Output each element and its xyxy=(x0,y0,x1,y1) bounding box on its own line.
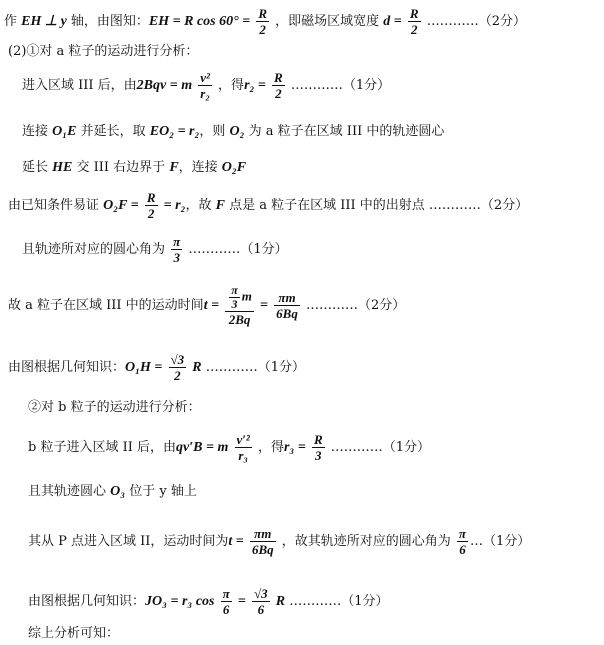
dots: ………… xyxy=(289,594,342,609)
numerator xyxy=(225,284,254,312)
text: ②对 b 粒子的运动进行分析： xyxy=(28,400,201,415)
line-10 xyxy=(28,400,201,416)
fraction xyxy=(235,432,252,463)
formula: r₂ = xyxy=(244,78,266,93)
numerator: πm xyxy=(250,526,276,542)
formula: t = xyxy=(203,298,220,313)
text: 由已知条件易证 xyxy=(8,198,104,213)
denominator: 6 xyxy=(257,602,265,617)
formula: O₃ xyxy=(110,484,126,499)
text: 轴，由图知： xyxy=(66,14,149,29)
line-8 xyxy=(8,284,405,327)
line-13 xyxy=(28,526,530,557)
text: 位于 y 轴上 xyxy=(125,484,197,499)
numerator: πm xyxy=(274,290,300,306)
text: 且轨迹所对应的圆心角为 xyxy=(22,242,166,257)
line-9 xyxy=(8,352,305,383)
numerator: R xyxy=(146,190,156,205)
fraction xyxy=(256,6,269,37)
inner-fraction xyxy=(229,284,240,311)
text: ，得 xyxy=(218,78,245,93)
fraction xyxy=(250,526,276,557)
text: ，则 xyxy=(199,124,230,139)
fraction xyxy=(408,6,421,37)
formula: R xyxy=(275,594,286,609)
line-1 xyxy=(4,6,526,37)
line-14 xyxy=(28,586,389,617)
text: 连接 xyxy=(22,124,53,139)
text: 延长 xyxy=(22,160,53,175)
line-6 xyxy=(8,190,528,221)
score: （2分） xyxy=(480,198,529,213)
text: 作 xyxy=(4,14,22,29)
text: 由图根据几何知识： xyxy=(28,594,146,609)
score: （1分） xyxy=(483,534,531,549)
formula: F xyxy=(215,198,225,213)
dots: ………… xyxy=(188,242,241,257)
denominator: r₂ xyxy=(200,86,210,101)
denominator: 2 xyxy=(147,206,155,221)
formula: qv′B = m xyxy=(176,440,229,455)
equals: = xyxy=(237,594,246,609)
denominator: 2 xyxy=(275,86,282,101)
text: 其从 P 点进入区域 II，运动时间为 xyxy=(28,534,229,549)
text: b 粒子进入区域 II 后，由 xyxy=(28,440,176,455)
formula: O₂F = xyxy=(103,198,139,213)
fraction xyxy=(252,586,270,617)
numerator: v² xyxy=(200,70,210,85)
denominator: 3 xyxy=(315,448,322,463)
numerator: R xyxy=(274,70,283,85)
numerator: π xyxy=(173,234,181,249)
denominator: 6Bq xyxy=(276,306,298,321)
denominator: 2 xyxy=(411,22,418,37)
formula: HE xyxy=(52,160,73,175)
text: ，连接 xyxy=(178,160,222,175)
line-2 xyxy=(8,44,198,60)
line-4 xyxy=(22,124,444,140)
numerator: π xyxy=(222,586,230,601)
text: 并延长，取 xyxy=(76,124,150,139)
line-7 xyxy=(22,234,288,265)
dots: ………… xyxy=(428,198,481,213)
fraction xyxy=(169,352,187,383)
text: 为 a 粒子在区域 III 中的轨迹圆心 xyxy=(244,124,445,139)
line-3 xyxy=(22,70,390,101)
denominator: 2 xyxy=(174,368,181,383)
formula: O₂ xyxy=(229,124,245,139)
fraction xyxy=(225,284,254,327)
text: ，即磁场区域宽度 xyxy=(275,14,384,29)
numerator: √3 xyxy=(254,586,268,601)
score: （1分） xyxy=(382,440,431,455)
text: ，故 xyxy=(185,198,216,213)
dots: ………… xyxy=(205,360,258,375)
numerator: √3 xyxy=(170,352,185,367)
text: 进入区域 III 后，由 xyxy=(22,78,137,93)
denominator: 6 xyxy=(222,602,230,617)
text: 综上分析可知： xyxy=(28,626,120,641)
formula: t = xyxy=(228,534,244,549)
formula: EO₂ = r₂ xyxy=(149,124,200,139)
denominator: 2Bq xyxy=(228,312,251,327)
line-12 xyxy=(28,484,197,500)
fraction xyxy=(221,586,232,617)
formula: F xyxy=(169,160,179,175)
formula: R xyxy=(192,360,202,375)
formula: JO₃ = r₃ cos xyxy=(145,594,215,609)
text: 点是 a 粒子在区域 III 中的出射点 xyxy=(224,198,425,213)
text: ，故其轨迹所对应的圆心角为 xyxy=(281,534,451,549)
formula: O₂F xyxy=(221,160,247,175)
line-15 xyxy=(28,626,119,642)
dots: ………… xyxy=(426,14,479,29)
text: 故 a 粒子在区域 III 中的运动时间 xyxy=(8,298,204,313)
formula: EH = R cos 60° = xyxy=(148,14,251,29)
formula: O₁H = xyxy=(125,360,163,375)
text: 且其轨迹圆心 xyxy=(28,484,111,499)
denominator: 3 xyxy=(173,250,180,265)
formula: 2Bqv = m xyxy=(136,78,193,93)
formula: = r₂ xyxy=(163,198,186,213)
score: （2分） xyxy=(357,298,406,313)
score: （1分） xyxy=(257,360,306,375)
dots: ………… xyxy=(290,78,343,93)
denominator: 2 xyxy=(259,22,266,37)
formula: r₃ = xyxy=(283,440,306,455)
numerator: v′² xyxy=(236,432,250,447)
text: (2)①对 a 粒子的运动进行分析： xyxy=(8,44,199,59)
fraction xyxy=(171,234,182,265)
dots: ………… xyxy=(305,298,358,313)
fraction xyxy=(274,290,300,321)
numerator: R xyxy=(313,432,323,447)
denominator: r₃ xyxy=(238,448,248,463)
dots: ………… xyxy=(330,440,383,455)
score: （1分） xyxy=(342,78,391,93)
denominator: 3 xyxy=(231,297,238,311)
formula: O₁E xyxy=(52,124,77,139)
line-5 xyxy=(22,160,246,176)
text: 交 III 右边界于 xyxy=(72,160,170,175)
formula: EH ⊥ y xyxy=(21,14,67,29)
fraction xyxy=(457,526,468,557)
m: m xyxy=(241,288,252,304)
text: 由图根据几何知识： xyxy=(8,360,126,375)
formula: d = xyxy=(383,14,402,29)
denominator: 6 xyxy=(459,542,466,557)
fraction xyxy=(145,190,158,221)
denominator: 6Bq xyxy=(251,542,274,557)
numerator: R xyxy=(409,6,419,21)
fraction xyxy=(312,432,325,463)
line-11 xyxy=(28,432,430,463)
score: （1分） xyxy=(240,242,288,257)
fraction xyxy=(198,70,212,101)
numerator: R xyxy=(258,6,268,21)
text: ，得 xyxy=(257,440,284,455)
score: （1分） xyxy=(341,594,389,609)
dots: … xyxy=(470,534,484,549)
equals: = xyxy=(260,298,269,313)
score: （2分） xyxy=(478,14,527,29)
numerator: π xyxy=(231,283,238,297)
fraction xyxy=(272,70,285,101)
numerator: π xyxy=(458,526,467,541)
